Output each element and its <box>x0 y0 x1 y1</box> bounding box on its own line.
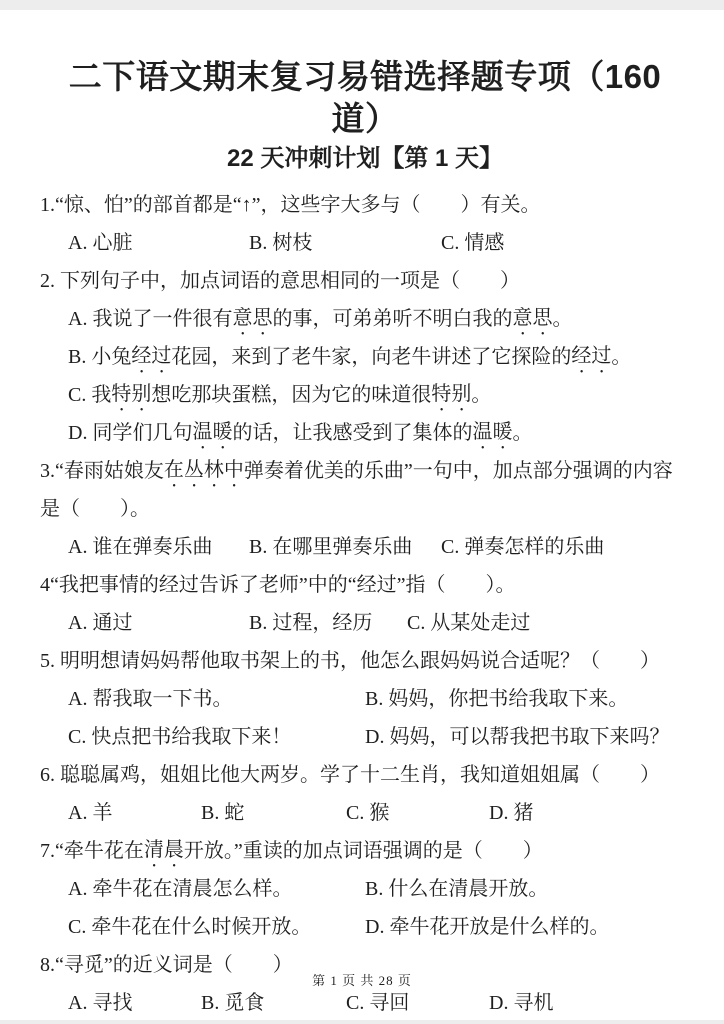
emphasized-text: 意思 <box>232 306 273 329</box>
text-segment: 花园，来到了老牛家，向老牛讲述了它探险的 <box>171 346 572 368</box>
text-segment: 。 <box>512 422 533 444</box>
question-2-option-c <box>40 376 690 414</box>
page-edge-bottom <box>0 1020 724 1024</box>
question-2-option-d <box>40 414 690 452</box>
emphasized-text: 特别 <box>431 382 472 405</box>
option-b: B. 在哪里弹奏乐曲 <box>249 536 413 558</box>
question-3-stem-line-1 <box>40 452 690 490</box>
option-b: B. 妈妈，你把书给我取下来。 <box>365 688 629 710</box>
text-segment: 。 <box>471 384 492 406</box>
option-a: A. 牵牛花在清晨怎么样。 <box>68 878 293 900</box>
option-c: C. 寻回 <box>346 992 410 1014</box>
emphasized-text: 特别 <box>111 382 152 405</box>
text-segment: 。 <box>552 308 573 330</box>
option-c: C. 猴 <box>346 802 390 824</box>
option-c: C. 弹奏怎样的乐曲 <box>441 536 605 558</box>
question-4-options <box>40 604 690 642</box>
question-3-stem-line-2: 是（ ）。 <box>40 498 150 520</box>
emphasized-text: 清晨 <box>143 838 184 861</box>
question-7-options-row-1 <box>40 870 690 908</box>
text-segment: 7.“牵牛花在 <box>40 840 144 862</box>
emphasized-text: 温暖 <box>192 420 233 443</box>
text-segment: 3.“春雨姑娘友 <box>40 460 164 482</box>
question-4-stem: 4“我把事情的经过告诉了老师”中的“经过”指（ ）。 <box>40 574 516 596</box>
text-segment: C. 我 <box>68 384 112 406</box>
option-a: A. 羊 <box>68 802 113 824</box>
question-list <box>40 186 690 1022</box>
option-c: C. 情感 <box>441 232 505 254</box>
option-b: B. 什么在清晨开放。 <box>365 878 549 900</box>
text-segment: B. 小兔 <box>68 346 132 368</box>
option-a: A. 通过 <box>68 612 133 634</box>
text-segment: 想吃那块蛋糕，因为它的味道很 <box>151 384 432 406</box>
question-1-stem: 1.“惊、怕”的部首都是“↑”，这些字大多与（ ）有关。 <box>40 194 541 216</box>
emphasized-text: 意思 <box>512 306 553 329</box>
question-5-options-row-2 <box>40 718 690 756</box>
option-d: D. 猪 <box>489 802 534 824</box>
option-d: D. 寻机 <box>489 992 554 1014</box>
option-a: A. 寻找 <box>68 992 133 1014</box>
page-content <box>40 0 690 1022</box>
option-a: A. 谁在弹奏乐曲 <box>68 536 213 558</box>
question-7-options-row-2 <box>40 908 690 946</box>
question-3-options <box>40 528 690 566</box>
option-c: C. 牵牛花在什么时候开放。 <box>68 916 312 938</box>
question-1-options <box>40 224 690 262</box>
text-segment: A. 我说了一件很有 <box>68 308 233 330</box>
option-b: B. 过程，经历 <box>249 612 373 634</box>
option-d: D. 牵牛花开放是什么样的。 <box>365 916 610 938</box>
emphasized-text: 经过 <box>131 344 172 367</box>
question-7-stem <box>40 832 690 870</box>
option-c: C. 快点把书给我取下来！ <box>68 726 292 748</box>
emphasized-text: 经过 <box>571 344 612 367</box>
text-segment: 的话，让我感受到了集体的 <box>232 422 473 444</box>
emphasized-text: 温暖 <box>472 420 513 443</box>
option-d: D. 妈妈，可以帮我把书取下来吗？ <box>365 726 670 748</box>
option-b: B. 树枝 <box>249 232 313 254</box>
question-2-option-b <box>40 338 690 376</box>
emphasized-text: 在丛林中 <box>163 458 244 481</box>
option-b: B. 觅食 <box>201 992 265 1014</box>
question-5-stem: 5. 明明想请妈妈帮他取书架上的书，他怎么跟妈妈说合适呢？（ ） <box>40 650 660 672</box>
question-2-stem: 2. 下列句子中，加点词语的意思相同的一项是（ ） <box>40 270 520 292</box>
text-segment: D. 同学们几句 <box>68 422 193 444</box>
text-segment: 的事，可弟弟听不明白我的 <box>272 308 513 330</box>
page-subtitle: 22 天冲刺计划【第 1 天】 <box>226 145 504 172</box>
option-b: B. 蛇 <box>201 802 245 824</box>
text-segment: 弹奏着优美的乐曲”一句中，加点部分强调的内容 <box>243 460 673 482</box>
question-2-option-a <box>40 300 690 338</box>
option-a: A. 帮我取一下书。 <box>68 688 233 710</box>
question-5-options-row-1 <box>40 680 690 718</box>
page-number: 第 1 页 共 28 页 <box>312 973 412 988</box>
question-6-stem: 6. 聪聪属鸡，姐姐比他大两岁。学了十二生肖，我知道姐姐属（ ） <box>40 764 660 786</box>
option-a: A. 心脏 <box>68 232 133 254</box>
text-segment: 。 <box>611 346 632 368</box>
option-c: C. 从某处走过 <box>407 612 531 634</box>
question-6-options <box>40 794 690 832</box>
text-segment: 开放。”重读的加点词语强调的是（ ） <box>183 840 543 862</box>
question-8-stem: 8.“寻觅”的近义词是（ ） <box>40 954 293 976</box>
page-title: 二下语文期末复习易错选择题专项（160 道） <box>68 58 662 137</box>
